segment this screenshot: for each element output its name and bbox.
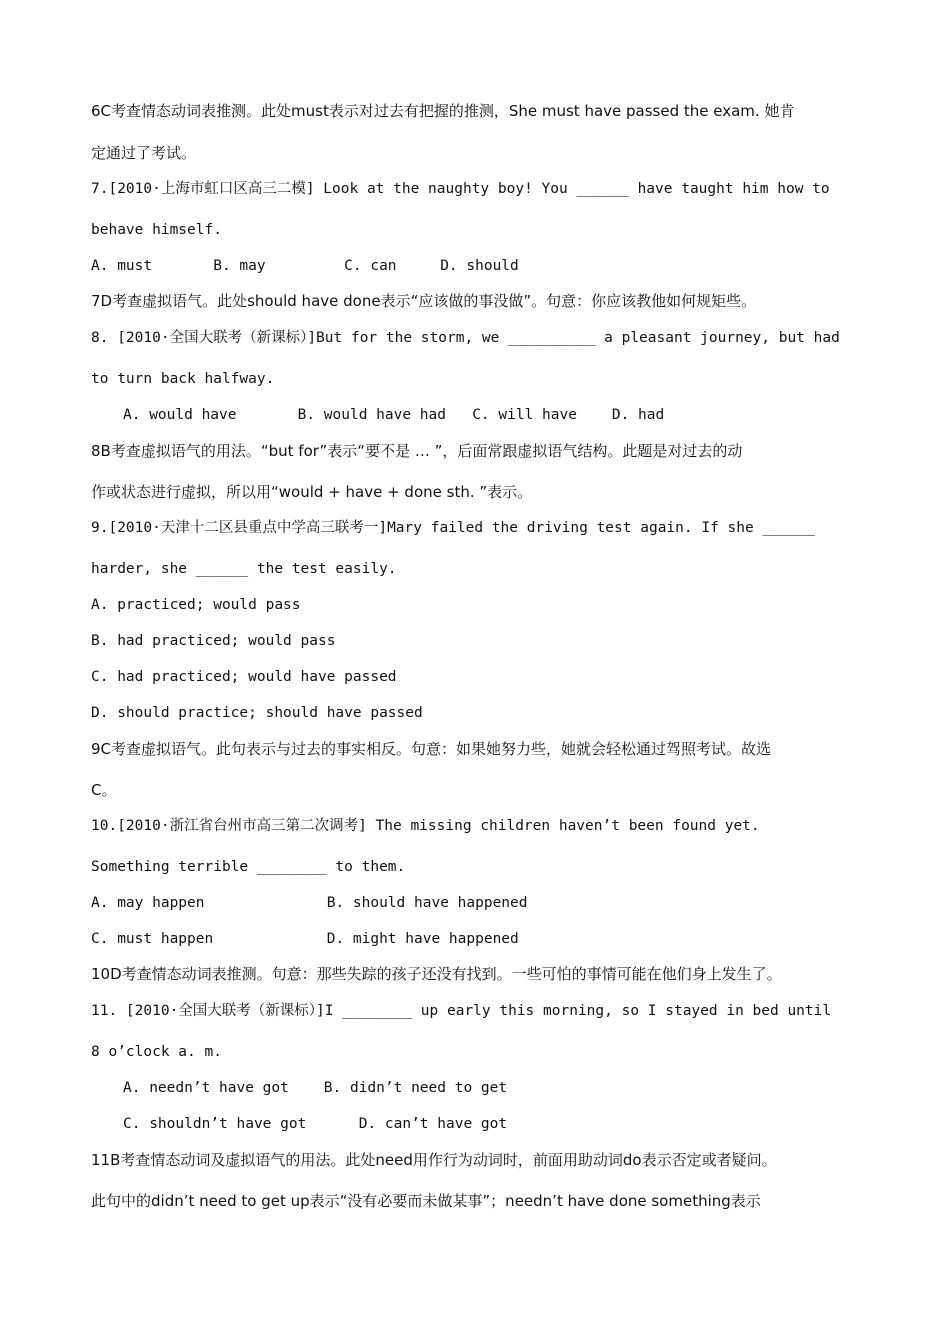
question-9-option-b: B. had practiced; would pass <box>91 633 336 649</box>
answer-7: 7D考查虚拟语气。此处should have done表示“应该做的事没做”。句意：你应该教他如何规矩些。 <box>91 292 757 310</box>
question-7-options: A. must B. may C. can D. should <box>91 258 519 274</box>
question-9-stem: 9.[2010·天津十二区县重点中学高三联考一]Mary failed the driving test again. If she ______ <box>91 520 815 536</box>
question-8-stem-cont: to turn back halfway. <box>91 371 275 387</box>
answer-11-line-2: 此句中的didn’t need to get up表示“没有必要而未做某事”；needn’t have done something表示 <box>91 1192 761 1210</box>
question-10-stem-cont: Something terrible ________ to them. <box>91 859 406 875</box>
question-7-stem-cont: behave himself. <box>91 222 222 238</box>
answer-6-line-1: 6C考查情态动词表推测。此处must表示对过去有把握的推测，She must have passed the exam. 她肯 <box>91 102 795 120</box>
answer-10: 10D考查情态动词表推测。句意：那些失踪的孩子还没有找到。一些可怕的事情可能在他们身上发生了。 <box>91 965 782 983</box>
question-11-stem: 11. [2010·全国大联考（新课标）]I ________ up early this morning, so I stayed in bed until <box>91 1003 832 1019</box>
answer-9-line-2: C。 <box>91 781 117 799</box>
answer-11-line-1: 11B考查情态动词及虚拟语气的用法。此处need用作行为动词时，前面用助动词do表示否定或者疑问。 <box>91 1151 777 1169</box>
question-11-stem-cont: 8 o’clock a. m. <box>91 1044 222 1060</box>
question-7-stem: 7.[2010·上海市虹口区高三二模] Look at the naughty boy! You ______ have taught him how to <box>91 181 830 197</box>
question-8-options: A. would have B. would have had C. will have D. had <box>123 407 665 423</box>
answer-9-line-1: 9C考查虚拟语气。此句表示与过去的事实相反。句意：如果她努力些，她就会轻松通过驾照考试。故选 <box>91 740 772 758</box>
answer-8-line-1: 8B考查虚拟语气的用法。“but for”表示“要不是 … ”，后面常跟虚拟语气结构。此题是对过去的动 <box>91 442 743 460</box>
question-10-stem: 10.[2010·浙江省台州市高三第二次调考] The missing children haven’t been found yet. <box>91 818 760 834</box>
question-9-option-c: C. had practiced; would have passed <box>91 669 397 685</box>
question-8-stem: 8. [2010·全国大联考（新课标）]But for the storm, we __________ a pleasant journey, but had <box>91 330 840 346</box>
question-9-stem-cont: harder, she ______ the test easily. <box>91 561 397 577</box>
question-9-option-a: A. practiced; would pass <box>91 597 301 613</box>
question-9-option-d: D. should practice; should have passed <box>91 705 423 721</box>
answer-6-line-2: 定通过了考试。 <box>91 144 197 162</box>
answer-8-line-2: 作或状态进行虚拟，所以用“would + have + done sth. ”表示。 <box>91 483 533 501</box>
question-10-options-ab: A. may happen B. should have happened <box>91 895 528 911</box>
question-10-options-cd: C. must happen D. might have happened <box>91 931 519 947</box>
question-11-options-ab: A. needn’t have got B. didn’t need to get <box>123 1080 508 1096</box>
question-11-options-cd: C. shouldn’t have got D. can’t have got <box>123 1116 508 1132</box>
